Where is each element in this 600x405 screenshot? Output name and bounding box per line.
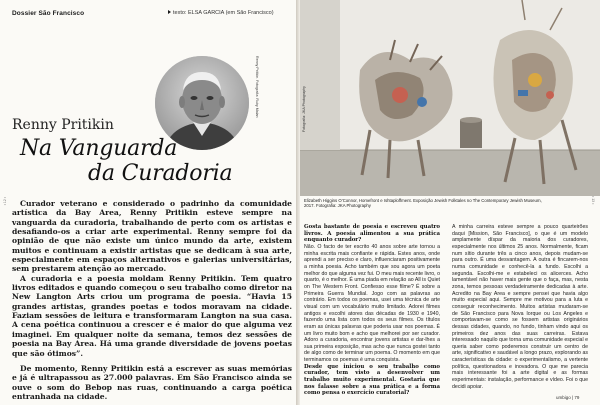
portrait-credit: Renny Pritikin. Fotografia: Ruby Malan: [255, 56, 259, 118]
exhibition-photo: [300, 0, 600, 196]
lead-text: [12, 199, 292, 358]
exhibition-photo-credit: Fotografia: JKA Photography: [302, 86, 306, 132]
interview-question: Gosta bastante de poesia e escreveu quatro livros. A poesia alimentou a sua prática enquanto curador?: [304, 224, 440, 244]
headline-line-1: Na Vanguarda: [20, 136, 178, 161]
interview-answer: Não. O facto de ter escrito 40 anos sobre arte tornou a minha escrita mais confiante e rápida. Estes anos, onde aprendi a ser preciso e claro, influenciaram positivamente a minha poesia. Acho também que sou agora um poeta melhor do que alguma vez fui. O meu mais recente livro, o quarto, é o melhor. É uma piada em relação ao All is Quiet on The Western Front. Confiesso esse filme? É sobre a Primeira Guerra Mundial. Jogo com as palavras ao contrário. Em todos os poemas, usei uma técnica de arte visual com um vocabulário muito limitado. Adorei filmes antigos e escolhi atores das décadas de 1930 e 1940, fazendo uma lista com todos os seus filmes. Os títulos eram as únicas palavras que poderia usar nos poemas. É um livro muito bom e acho que melhorei por ser curador. Adoro a curadoria, encontrar jovens artistas e dar-lhes a sua primeira exposição, mas acho que nunca gostei tanto de algo como de terminar um poema. O momento em que terminamos os poemas é uma conquista.: [304, 243, 440, 364]
exhibition-illustration: [300, 0, 600, 196]
lead-paragraph-3: De momento, Renny Pritikin está a escrever as suas memórias e já é ultrapassou as 27.000 palavras. Em São Francisco ainda se ouve o som do Bebop nas ruas, continuando a carga poética entranhada na cidade.: [12, 364, 292, 402]
triangle-icon: [168, 10, 171, 14]
lead-paragraph-1: Curador veterano e considerado o padrinho da comunidade artística da Bay Area, Renny Pritikin esteve sempre na vanguarda da curadoria, trabalhando de perto com os artistas e desafiando-os a criar arte experimental. Renny sempre foi da opinião de que não existe um único mundo da arte, existem muitos e continuam a existir artistas que se dedicam à sua arte, especialmente em espaços alternativos e galerias universitárias, sem prestarem atenção ao mercado.: [12, 199, 292, 274]
author-credit: [168, 10, 274, 16]
section-label: Dossier São Francisco: [12, 10, 85, 17]
author-credit-text: texto: ELSA GARCIA (em São Francisco): [173, 10, 274, 16]
side-folio-left: • 12 •: [3, 197, 7, 206]
interview-answer: A minha carreira esteve sempre a pouco quarteirões daqui [Mission, São Francisco], o que é um modelo amplamente díspar da maioria dos curadores, especialmente nos últimos 25 anos. Normalmente, ficam num sítio durante três a cinco anos, depois mudam-se para outro. É uma desvantagem. A outra é fincarem-nos numa comunidade e conhecê-la a fundo. Escolhi a segunda. Escolhi-me e estabeleci os alicerces. Acho lamentável não haver mais gente que o faça, mas, nesta zona, temos pessoas verdadeiramente dedicadas à arte. Acredito na Bay Area e sempre pensei que havia algo muito especial aqui. Sempre me motivou para a luta e conseguir reconhecimento. Muitos artistas mudaram-se de São Francisco para Nova Iorque ou Los Angeles e comportavam-se como se fossem artistas originários dessas cidades, quando, no fundo, tinham vindo aqui os primeiros dez anos das suas carreiras. Estava interessado naquilo que torna uma comunidade especial e queria saber como poderemos construir um centro de arte, significativo e saudável a longo prazo, explorando as características da cidade: o experimentalismo, a vertente política, questionadora e inovadora. O que me parecia mais interessante foi a arte digital e as formas experimentais: instalação, performance e vídeo. Foi o que decidi apoiar.: [452, 224, 589, 390]
headline-line-2: da Curadoria: [88, 161, 233, 186]
photo-caption: Elizabeth Higgins O’Connor, Homefront e Ishtaploffment. Exposição Jewish Folktales no The Contemporary Jewish Museum, 2017. Fotografia: JKA Photography: [304, 198, 542, 209]
closing-text: [12, 364, 292, 401]
subject-name: Renny Pritikin: [12, 117, 114, 133]
page-folio: umbigo | 79: [556, 395, 580, 400]
interview-column-2: [452, 224, 588, 390]
interview-column-1: [304, 224, 440, 397]
side-folio-right: • 13 •: [591, 196, 595, 205]
interview-question: Desde que iniciou o seu trabalho como curador, tem visto a desenvolver um trabalho muito experimental. Gostaria que nos falasse sobre a sua prática e a forma como pensa o exercício curatorial?: [304, 363, 440, 397]
lead-paragraph-2: A curadoria e a poesia moldam Renny Pritikin. Tem quatro livros editados e quando começou o seu trabalho como diretor na New Langton Arts criou um programa de poesia. “Havia 15 grandes artistas, grandes poetas e todos moravam na cidade. Faziam sessões de leitura e transformaram Langton na sua casa. A cena poética continuou a crescer e é maior do que alguma vez imaginei. Em qualquer noite da semana, temos dez sessões de poesia na Bay Area. Há uma grande diversidade de jovens poetas que são ótimos”.: [12, 273, 292, 358]
